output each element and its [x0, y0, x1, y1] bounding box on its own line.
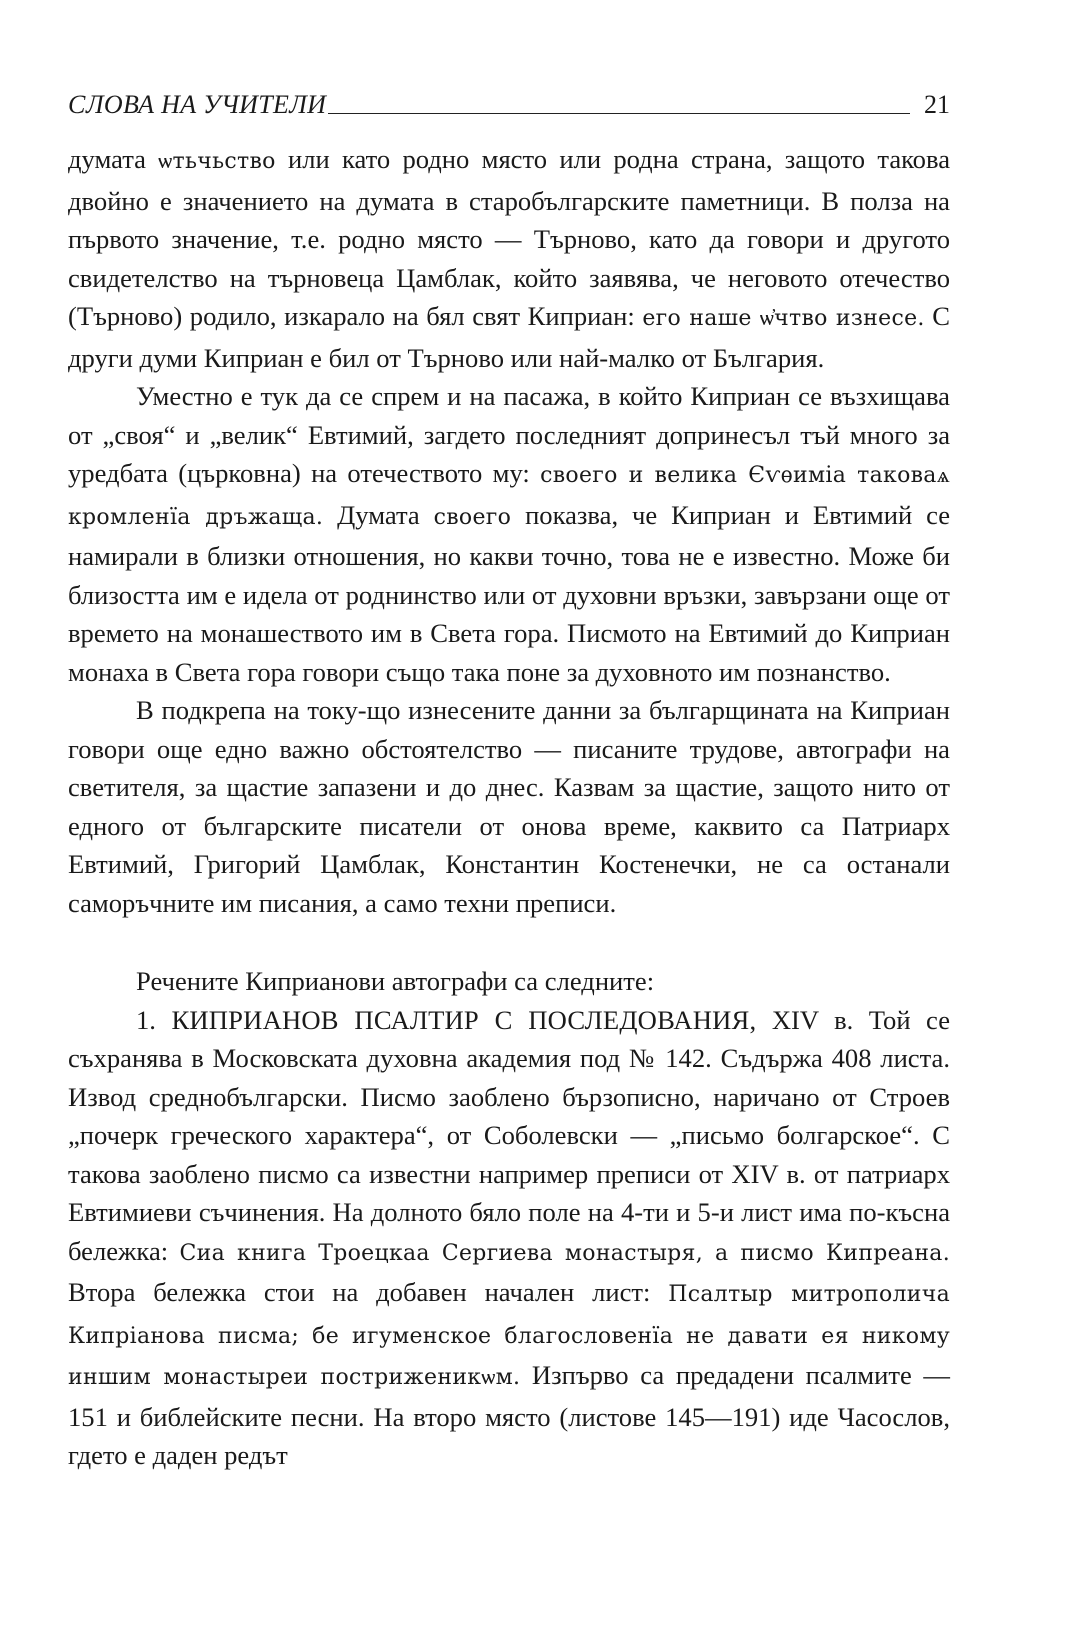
paragraph-2 [68, 377, 950, 691]
paragraph-3: В подкрепа на току-що изнесените данни за българщината на Киприан говори още едно важно обстоятелство — писаните трудове, автографи на светителя, за щастие запазени и до днес. Казвам за щастие, защото нито от едного от българските писатели от онова време, каквито са Патриарх Евтимий, Григорий Цамблак, Константин Костенечки, не са останали саморъчните им писания, а само техни преписи. [68, 695, 950, 918]
paragraph-1 [68, 140, 950, 377]
church-slavonic-quote: его наше ѡ҆чтво изнесе. [642, 306, 925, 331]
text-run: Изпърво са предадени псалмите — 151 и библейските песни. На второ място (листове 145—191) иде Часослов, гдето е даден редът [68, 1360, 951, 1470]
text-run: Втора бележка стои на добавен начален лист: [68, 1277, 669, 1307]
church-slavonic-quote: своего [433, 504, 512, 530]
item-heading: КИПРИАНОВ ПСАЛТИР С ПОСЛЕДОВАНИЯ, [171, 1004, 757, 1035]
church-slavonic-quote: своего и велика Єѵѳиміа таковаѧ кромленїа дръжаща. [68, 463, 950, 530]
text-run: XIV в. Той се съхранява в Московската духовна академия под № 142. Съдържа 408 листа. Извод среднобългарски. Писмо заоблено бързописно, наричано от Строев „почерк греческого характера“, от Соболевски — „письмо болгарское“. С такова заоблено писмо са известни например преписи от XIV в. от патриарх Евтимиеви съчинения. На долното бяло поле на 4-ти и 5-и лист има по-късна бележка: [68, 1004, 950, 1266]
church-slavonic-quote: Сиа книга Троецкаа Сергиева монастыря, а писмо Кипреана. [179, 1240, 950, 1266]
paragraph-4: Речените Киприанови автографи са следните: [136, 966, 655, 996]
text-run: Думата [323, 499, 434, 530]
paragraph-5 [68, 1001, 950, 1475]
page-number: 21 [924, 90, 950, 119]
church-slavonic-quote: ѡтьчьство [158, 149, 276, 174]
page-header [68, 90, 950, 120]
church-slavonic-quote: Псалтыр митрополича Кипріанова писма; бе игуменское благословенїа не давати ея никому иншим монастыреи постриженикѡм. [68, 1282, 950, 1390]
text-run: думата [68, 144, 159, 174]
text-run: показва, че Киприан и Евтимий се намирали в близки отношения, но какви точно, това не е известно. Може би близостта им е идела от роднинство или от духовни връзки, завързани още от времето на монашеството им в Света гора. Писмото на Евтимий до Киприан монаха в Света гора говори също така поне за духовното им познанство. [68, 499, 951, 687]
header-rule [328, 113, 910, 114]
text-run: или като родно място или родна страна, защото такова двойно е значението на думата в старобългарските паметници. В полза на първото значение, т.е. родно място — Търново, като да говори и другото свидетелство на търновеца Цамблак, който заявява, че неговото отечество (Търново) родило, изкарало на бял свят Киприан: [68, 144, 950, 331]
text-run: Уместно е тук да се спрем и на пасажа, в който Киприан се възхищава от „своя“ и „велик“ Евтимий, загдето последният допринесъл тъй много за уредбата (църковна) на отечеството му: [68, 381, 950, 488]
running-title: СЛОВА НА УЧИТЕЛИ [68, 90, 327, 119]
text-run: 1. [136, 1004, 172, 1035]
body-text [68, 140, 950, 1475]
text-run: С други думи Киприан е бил от Търново или най-малко от България. [68, 301, 951, 373]
